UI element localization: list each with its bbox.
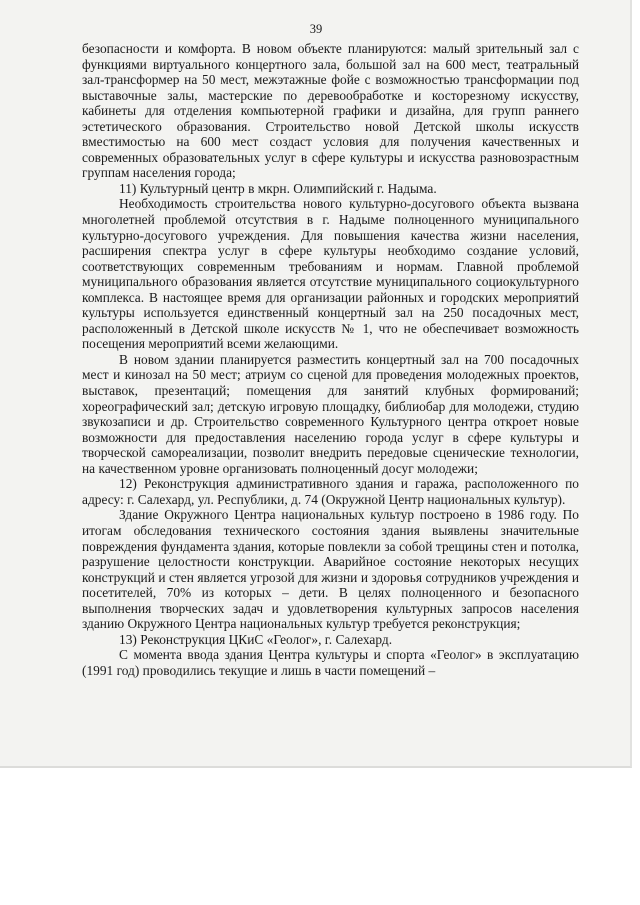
paragraph-7: 13) Реконструкция ЦКиС «Геолог», г. Салехард.	[119, 631, 393, 647]
page-number: 39	[309, 22, 323, 36]
paragraph-2: 11) Культурный центр в мкрн. Олимпийский г. Надыма.	[119, 180, 437, 196]
paragraph-8: С момента ввода здания Центра культуры и спорта «Геолог» в эксплуатацию (1991 год) проводились текущие и лишь в части помещений –	[82, 647, 579, 678]
page-body	[82, 41, 579, 678]
paragraph-3: Необходимость строительства нового культурно-досугового объекта вызвана многолетней проблемой отсутствия в г. Надыме полноценного муниципального культурно-досугового учреждения. Для повышения качества жизни населения, расширения спектра услуг в сфере культуры необходимо создание условий, соответствующих современным требованиям и нормам. Главной проблемой муниципального образования является отсутствие муниципального социокультурного комплекса. В настоящее время для организации районных и городских мероприятий культуры используется единственный концертный зал на 250 посадочных мест, расположенный в Детской школе искусств № 1, что не обеспечивает возможность посещения мероприятий всеми желающими.	[82, 196, 579, 352]
paragraph-4: В новом здании планируется разместить концертный зал на 700 посадочных мест и кинозал на 50 мест; атриум со сценой для проведения молодежных проектов, выставок, презентаций; помещения для занятий клубных формирований; хореографический зал; детскую игровую площадку, библиобар для молодежи, студию звукозаписи и др. Строительство современного Культурного центра откроет новые возможности для предоставления населению города услуг в сфере культуры и творческой самореализации, позволит внедрить передовые сценические технологии, на качественном уровне организовать полноценный досуг молодежи;	[82, 351, 579, 476]
paragraph-5: 12) Реконструкция административного здания и гаража, расположенного по адресу: г. Салехард, ул. Республики, д. 74 (Окружной Центр национальных культур).	[82, 476, 579, 507]
paragraph-6: Здание Окружного Центра национальных культур построено в 1986 году. По итогам обследования технического состояния здания выявлены значительные повреждения фундамента здания, которые повлекли за собой трещины стен и потолка, разрушение целостности конструкции. Аварийное состояние некоторых несущих конструкций и стен является угрозой для жизни и здоровья сотрудников учреждения и посетителей, 70% из которых – дети. В целях полноценного и безопасного выполнения творческих задач и удовлетворения культурных запросов населения зданию Окружного Центра национальных культур требуется реконструкция;	[82, 507, 579, 632]
paragraph-1: безопасности и комфорта. В новом объекте планируются: малый зрительный зал с функциями виртуального концертного зала, большой зал на 600 мест, театральный зал-трансформер на 50 мест, межэтажные фойе с возможностью трансформации под выставочные залы, мастерские по деревообработке и косторезному искусству, кабинеты для отделения компьютерной графики и дизайна, для групп раннего эстетического образования. Строительство новой Детской школы искусств вместимостью на 600 мест создаст условия для получения качественных и современных образовательных услуг в сфере культуры и искусства разновозрастным группам населения города;	[82, 41, 579, 181]
